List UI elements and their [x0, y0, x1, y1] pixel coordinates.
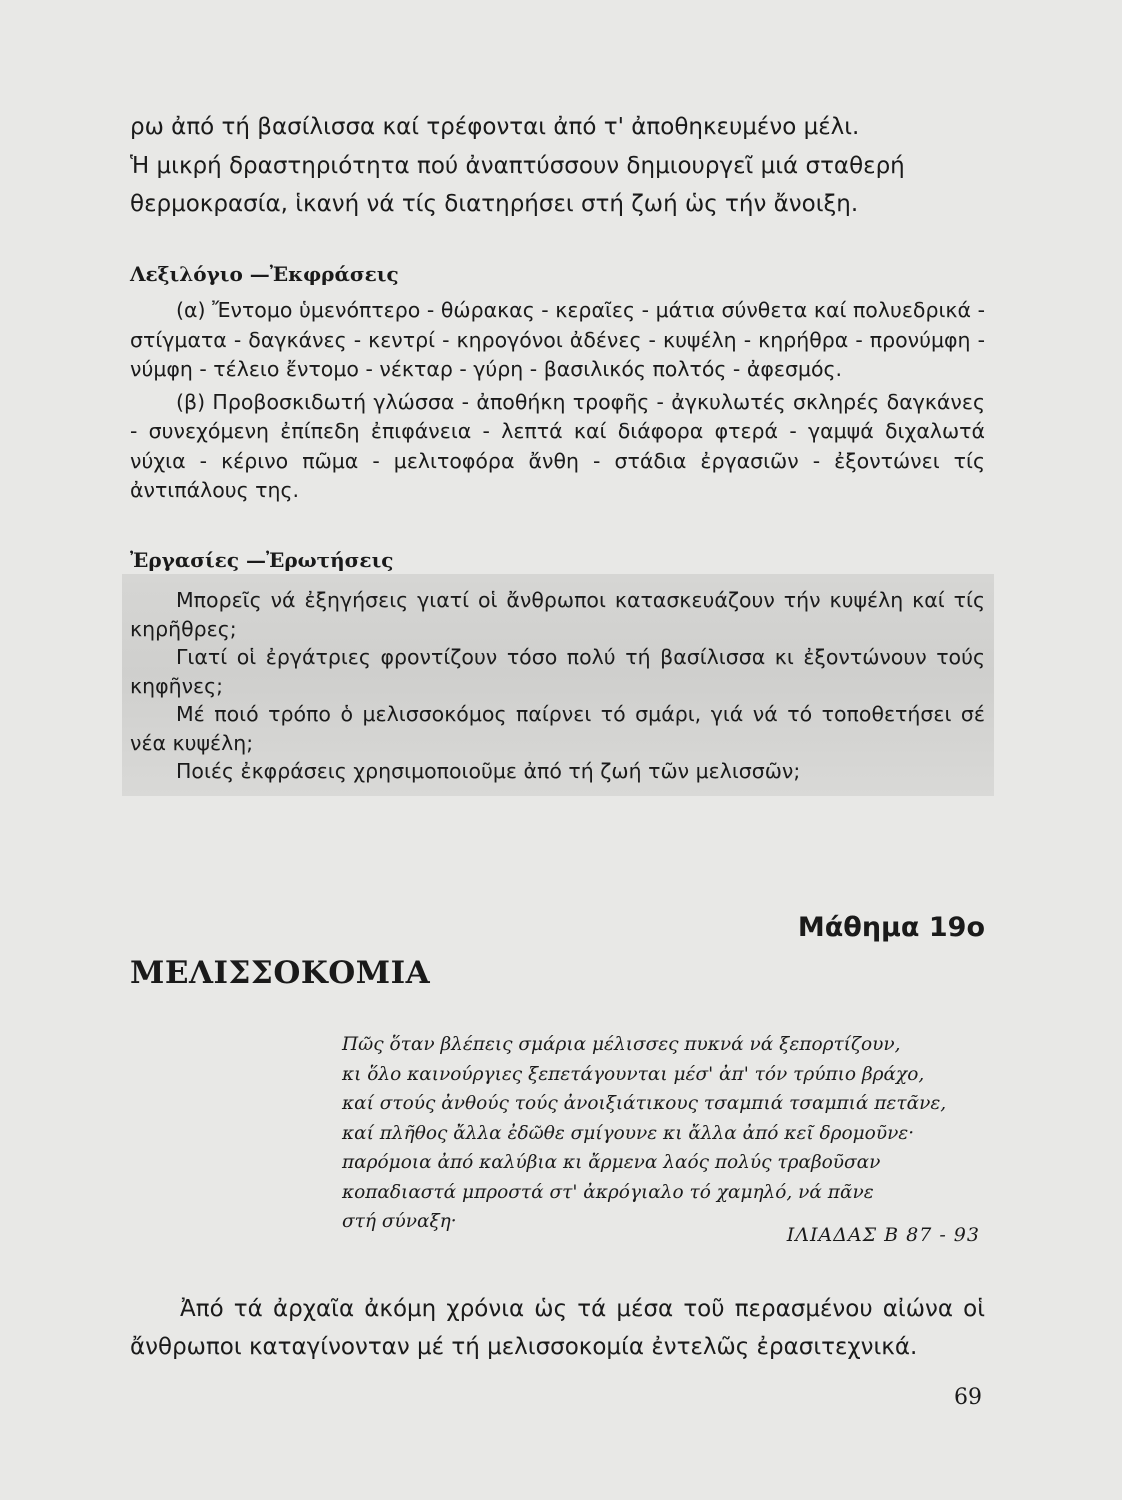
page-number: 69: [954, 1385, 982, 1410]
intro-line-2: Ἡ μικρή δραστηριότητα πού ἀναπτύσσουν δημιουργεῖ μιά σταθερή: [130, 152, 905, 179]
quote-line: κοπαδιαστά μπροστά στ' ἀκρόγιαλο τό χαμηλό, νά πᾶνε: [342, 1181, 874, 1203]
question-3: Μέ ποιό τρόπο ὁ μελισσοκόμος παίρνει τό σμάρι, γιά νά τό τοποθετήσει σέ νέα κυψέλη;: [130, 702, 985, 755]
lesson-number: Μάθημα 19ο: [797, 912, 985, 943]
question-4: Ποιές ἐκφράσεις χρησιμοποιοῦμε ἀπό τή ζωή τῶν μελισσῶν;: [176, 759, 801, 783]
quote-line: στή σύναξη·: [342, 1211, 457, 1232]
tasks-heading: Ἐργασίες —Ἐρωτήσεις: [130, 548, 394, 572]
closing-text: Ἀπό τά ἀρχαῖα ἀκόμη χρόνια ὡς τά μέσα τοῦ περασμένου αἰώνα οἱ ἄνθρωποι καταγίνονταν μέ τή μελισσοκομία ἐντελῶς ἐρασιτεχνικά.: [130, 1296, 985, 1360]
question-2: Γιατί οἱ ἐργάτριες φροντίζουν τόσο πολύ τή βασίλισσα κι ἐξοντώνουν τούς κηφῆνες;: [130, 645, 985, 698]
intro-line-1: ρω ἀπό τή βασίλισσα καί τρέφονται ἀπό τ' ἀποθηκευμένο μέλι.: [130, 114, 860, 140]
intro-paragraph: [130, 108, 985, 224]
chapter-title: ΜΕΛΙΣΣΟΚΟΜΙΑ: [130, 955, 431, 991]
quote-line: καί πλῆθος ἄλλα ἐδῶθε σμίγουνε κι ἄλλα ἀπό κεῖ δρομοῦνε·: [342, 1122, 915, 1144]
quote-line: καί στούς ἀνθούς τούς ἀνοιξιάτικους τσαμπιά τσαμπιά πετᾶνε,: [342, 1093, 947, 1114]
vocabulary-list-b: (β) Προβοσκιδωτή γλώσσα - ἀποθήκη τροφῆς - ἀγκυλωτές σκληρές δαγκάνες - συνεχόμενη ἐπίπεδη ἐπιφάνεια - λεπτά καί διάφορα φτερά - γαμψά διχαλωτά νύχια - κέρινο πῶμα - μελιτοφόρα ἄνθη - στάδια ἐργασιῶν - ἐξοντώνει τίς ἀντιπάλους της.: [130, 389, 985, 502]
quote-line: Πῶς ὅταν βλέπεις σμάρια μέλισσες πυκνά νά ξεπορτίζουν,: [342, 1034, 901, 1055]
iliad-quote: [342, 1030, 987, 1237]
question-1: Μπορεῖς νά ἐξηγήσεις γιατί οἱ ἄνθρωποι κατασκευάζουν τήν κυψέλη καί τίς κηρῆθρες;: [130, 588, 985, 641]
closing-paragraph: [130, 1290, 985, 1366]
quote-source: ΙΛΙΑΔΑΣ Β 87 - 93: [786, 1224, 980, 1246]
intro-line-3: θερμοκρασία, ἱκανή νά τίς διατηρήσει στή ζωή ὡς τήν ἄνοιξη.: [130, 191, 859, 217]
quote-line: παρόμοια ἀπό καλύβια κι ἄρμενα λαός πολύς τραβοῦσαν: [342, 1152, 881, 1173]
vocabulary-section: [130, 262, 985, 506]
vocabulary-list-a: (α) Ἔντομο ὑμενόπτερο - θώρακας - κεραῖες - μάτια σύνθετα καί πολυεδρικά - στίγματα - δαγκάνες - κεντρί - κηρογόνοι ἀδένες - κυψέλη - κηρήθρα - προνύμφη - νύμφη - τέλειο ἔντομο - νέκταρ - γύρη - βασιλικός πολτός - ἀφεσμός.: [130, 298, 985, 381]
quote-line: κι ὅλο καινούργιες ξεπετάγουνται μέσ' ἀπ' τόν τρύπιο βράχο,: [342, 1063, 925, 1085]
question-list: [130, 586, 985, 786]
vocabulary-heading: Λεξιλόγιο —Ἐκφράσεις: [130, 262, 399, 286]
tasks-section: [130, 548, 985, 786]
